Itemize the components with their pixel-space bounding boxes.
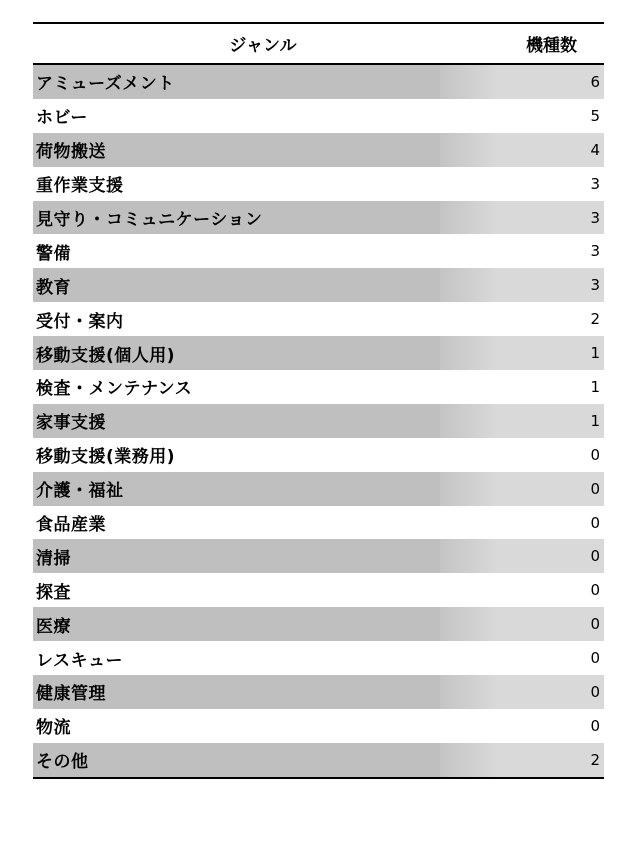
count-cell: 3	[590, 174, 600, 193]
genre-cell: 清掃	[36, 548, 71, 569]
genre-cell: 見守り・コミュニケーション	[36, 210, 263, 230]
table-row	[33, 675, 604, 709]
genre-cell: 医療	[36, 616, 71, 637]
genre-cell: 荷物搬送	[36, 142, 106, 163]
table-row	[33, 641, 604, 675]
count-cell: 6	[440, 65, 604, 99]
count-cell: 0	[440, 472, 604, 506]
genre-cell: 探査	[36, 582, 71, 603]
table-row	[33, 438, 604, 472]
header-genre: ジャンル	[229, 36, 297, 56]
genre-cell: 警備	[36, 243, 71, 264]
count-cell: 5	[590, 106, 600, 125]
count-cell: 3	[440, 268, 604, 302]
genre-cell: アミューズメント	[36, 74, 175, 95]
genre-cell: その他	[36, 752, 89, 773]
table-row	[33, 302, 604, 336]
table-row	[33, 743, 604, 777]
count-cell: 0	[590, 649, 600, 668]
count-cell: 4	[440, 133, 604, 167]
count-cell: 0	[440, 607, 604, 641]
table-row	[33, 201, 604, 235]
genre-cell: 食品産業	[36, 515, 106, 536]
table-row	[33, 573, 604, 607]
table-row	[33, 607, 604, 641]
genre-cell: ホビー	[36, 108, 88, 129]
count-cell: 0	[590, 445, 600, 464]
count-cell: 3	[440, 201, 604, 235]
header-count: 機種数	[526, 36, 577, 56]
genre-count-table	[33, 22, 604, 779]
genre-cell: 重作業支援	[36, 176, 124, 197]
table-row	[33, 539, 604, 573]
table-row	[33, 268, 604, 302]
count-cell: 0	[590, 513, 600, 532]
count-cell: 1	[440, 336, 604, 370]
count-cell: 0	[590, 581, 600, 600]
count-cell: 0	[440, 675, 604, 709]
table-row	[33, 336, 604, 370]
table-row	[33, 133, 604, 167]
table-row	[33, 167, 604, 201]
table-row	[33, 709, 604, 743]
count-cell: 1	[590, 377, 600, 396]
table-row	[33, 404, 604, 438]
count-cell: 0	[440, 539, 604, 573]
table-bottom-rule	[33, 777, 604, 779]
table-header-row	[33, 24, 604, 63]
table-row	[33, 234, 604, 268]
count-cell: 1	[440, 404, 604, 438]
count-cell: 2	[590, 310, 600, 329]
count-cell: 2	[440, 743, 604, 777]
genre-cell: 介護・福祉	[36, 481, 124, 502]
table-row	[33, 65, 604, 99]
count-cell: 0	[590, 716, 600, 735]
genre-cell: 健康管理	[36, 684, 106, 705]
table-row	[33, 472, 604, 506]
genre-cell: 検査・メンテナンス	[36, 379, 193, 400]
table-row	[33, 370, 604, 404]
genre-cell: 移動支援(個人用)	[36, 345, 176, 366]
genre-cell: 家事支援	[36, 413, 106, 434]
table-row	[33, 506, 604, 540]
genre-cell: レスキュー	[36, 650, 123, 671]
genre-cell: 移動支援(業務用)	[36, 447, 176, 468]
genre-cell: 教育	[36, 277, 71, 298]
genre-cell: 受付・案内	[36, 311, 124, 332]
table-row	[33, 99, 604, 133]
count-cell: 3	[590, 242, 600, 261]
genre-cell: 物流	[36, 718, 71, 739]
